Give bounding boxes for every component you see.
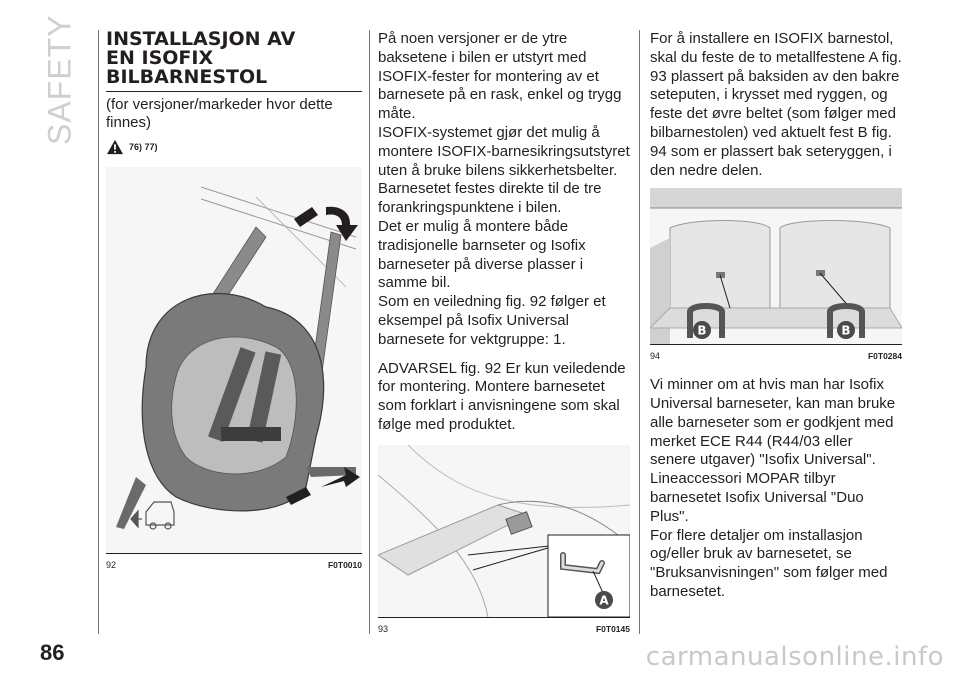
warning-refs: 76) 77) — [129, 142, 158, 152]
warning-paragraph: ADVARSEL fig. 92 Er kun veiledende for montering. Montere barnesetet som forklart i anvisningene som skal følge med produktet. — [378, 359, 626, 433]
figure-93-number: 93 — [378, 623, 389, 634]
availability-note: (for versjoner/markeder hvor dette finnes) — [106, 96, 333, 131]
right-column — [650, 30, 902, 602]
isofix-child-seat-illustration — [106, 167, 362, 553]
watermark: carmanualsonline.info — [645, 642, 944, 672]
paragraph-mopar-offer: Lineaccessori MOPAR tilbyr barnesetet Isofix Universal "Duo Plus". — [650, 470, 864, 525]
figure-93 — [378, 445, 630, 618]
paragraph-isofix-intro: På noen versjoner er de ytre baksetene i bilen er utstyrt med ISOFIX-fester for montering av et barnesete på en rask, enkel og trygg måte. — [378, 30, 622, 123]
rear-seat-anchor-illustration — [650, 188, 902, 344]
title-line-2: EN ISOFIX — [106, 47, 214, 69]
figure-92 — [106, 167, 362, 554]
column-divider-middle — [369, 30, 370, 634]
title-line-1: INSTALLASJON AV — [106, 28, 296, 50]
title-line-3: BILBARNESTOL — [106, 66, 268, 88]
figure-92-number: 92 — [106, 559, 117, 570]
warning-reference — [106, 138, 362, 157]
page-title — [106, 30, 362, 92]
figure-94-label-b-left: B — [697, 323, 707, 338]
figure-94-caption — [650, 347, 902, 366]
section-label: SAFETY — [41, 14, 78, 146]
figure-94-code: F0T0284 — [867, 351, 902, 362]
paragraph-isofix-system: ISOFIX-systemet gjør det mulig å montere ISOFIX-barnesikringsutstyret uten å bruke bilens sikkerhetsbelter. — [378, 123, 630, 179]
isofix-anchor-illustration — [378, 445, 630, 617]
figure-93-caption — [378, 620, 630, 639]
paragraph-anchor-points: Barnesetet festes direkte til de tre forankringspunktene i bilen. — [378, 180, 602, 217]
figure-94 — [650, 188, 902, 345]
figure-93-label-a: A — [599, 593, 609, 608]
figure-92-code: F0T0010 — [327, 559, 362, 570]
column-divider-left — [98, 30, 99, 634]
paragraph-example: Som en veiledning fig. 92 følger et eksempel på Isofix Universal barnesete for vektgruppe: 1. — [378, 293, 606, 348]
figure-92-caption — [106, 556, 362, 575]
column-divider-right — [639, 30, 640, 634]
paragraph-more-details: For flere detaljer om installasjon og/eller bruk av barnesetet, se "Bruksanvisningen" som følger med barnesetet. — [650, 526, 888, 600]
figure-94-label-b-right: B — [841, 323, 851, 338]
figure-93-code: F0T0145 — [595, 623, 630, 634]
page-number: 86 — [40, 640, 65, 665]
paragraph-install-steps: For å installere en ISOFIX barnestol, skal du feste de to metallfestene A fig. 93 plassert på baksiden av den bakre seteputen, i krysset med ryggen, og feste det øvre beltet (som følger med bilbarnestolen) ved aktuelt fest B fig. 94 som er plassert bak seteryggen, i den nedre delen. — [650, 30, 902, 179]
middle-column — [378, 30, 630, 639]
warning-triangle-icon — [106, 139, 124, 155]
paragraph-seat-types: Det er mulig å montere både tradisjonelle barnseter og Isofix barneseter på diverse plasser i samme bil. — [378, 217, 586, 292]
paragraph-universal-seats: Vi minner om at hvis man har Isofix Universal barneseter, kan man bruke alle barneseter som er godkjent med merket ECE R44 (R44/03 eller senere utgaver) "Isofix Universal". — [650, 376, 896, 469]
figure-94-number: 94 — [650, 351, 661, 362]
left-column — [106, 30, 362, 575]
